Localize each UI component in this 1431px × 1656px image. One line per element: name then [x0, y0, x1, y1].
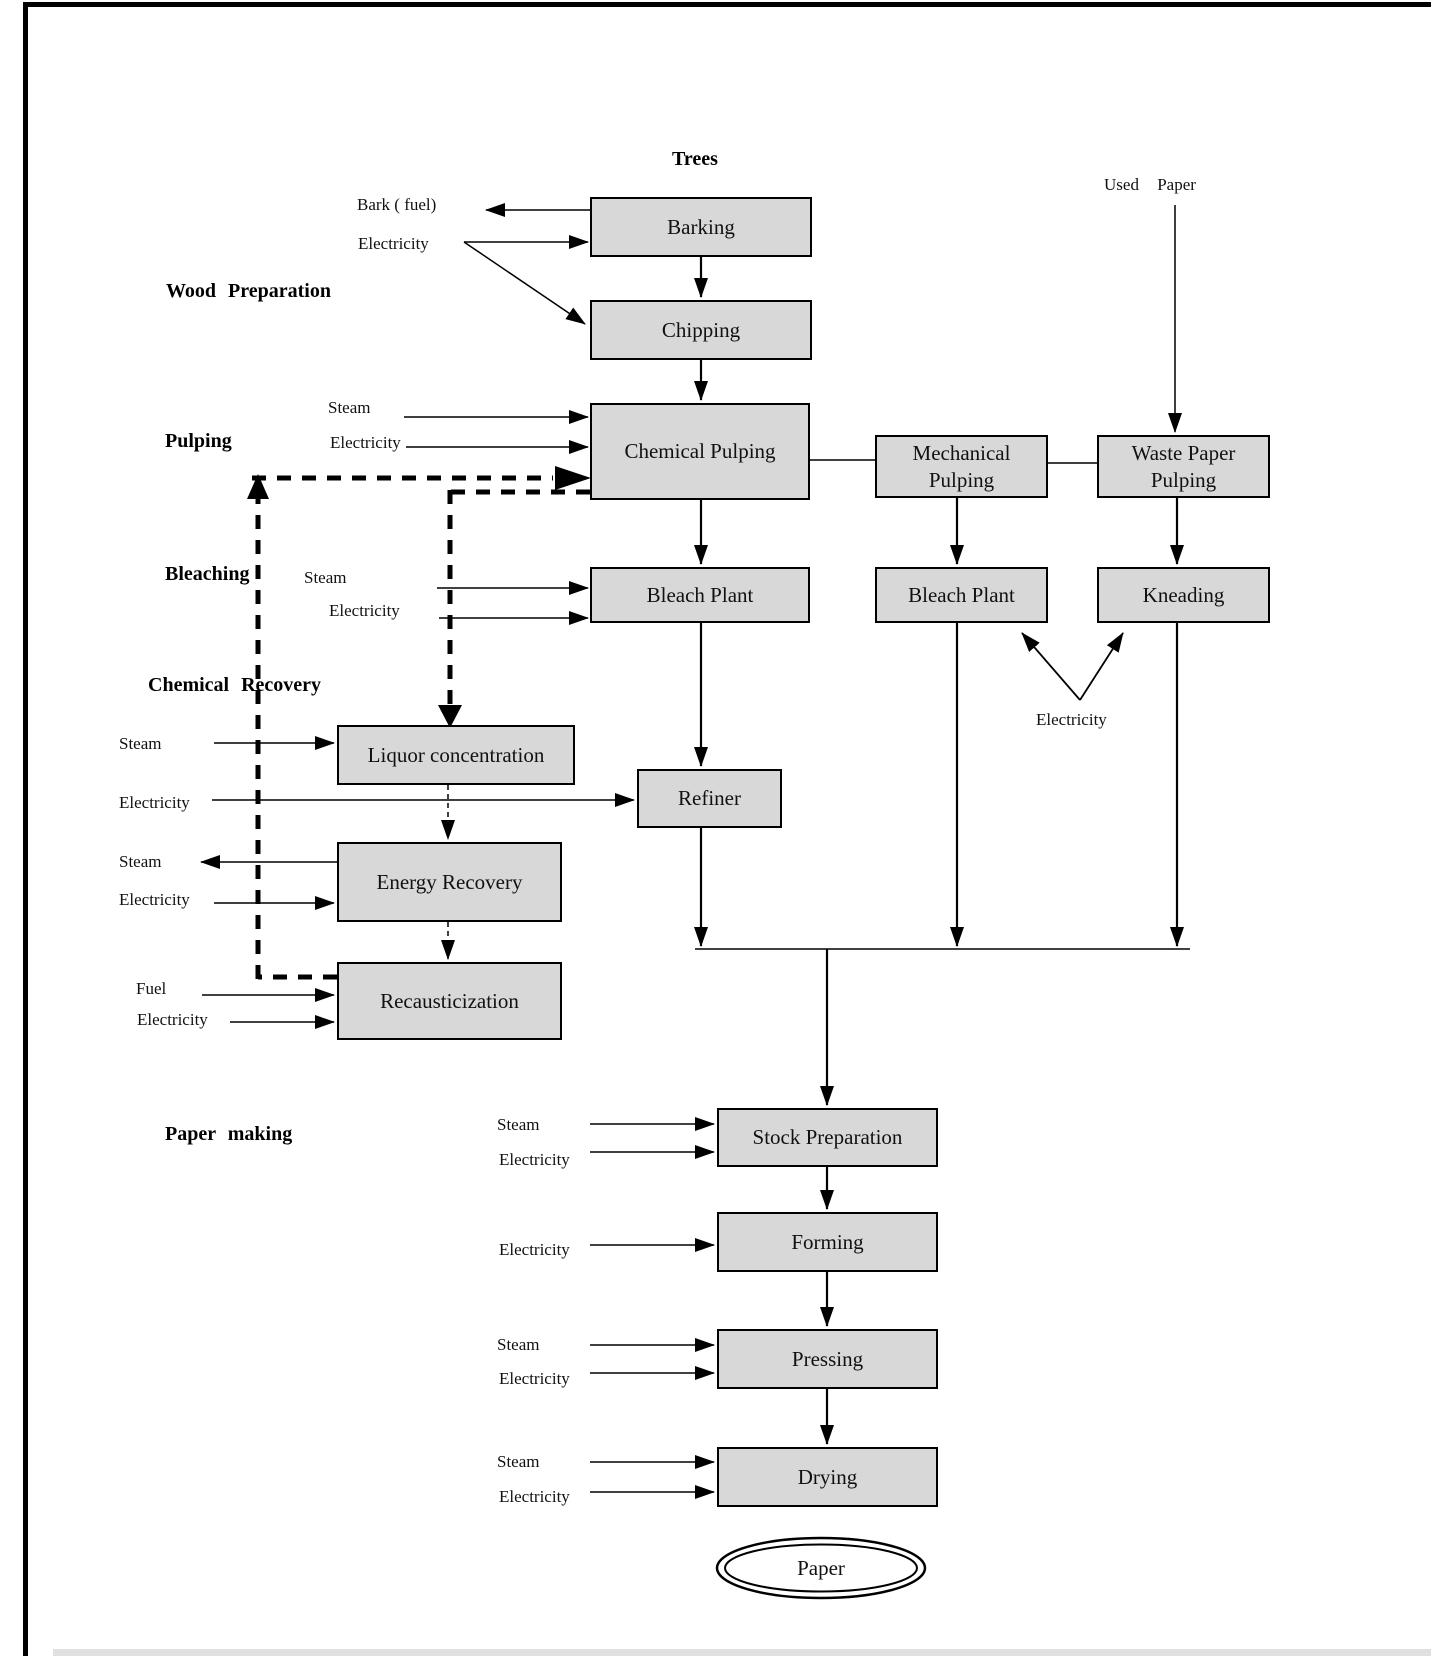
electricity-barking-label: Electricity: [358, 234, 429, 253]
bleach-plant-mechanical-box: Bleach Plant: [875, 567, 1048, 623]
electricity-bleaching-label: Electricity: [329, 601, 400, 620]
mechanical-pulping-box: Mechanical Pulping: [875, 435, 1048, 498]
chipping-box: Chipping: [590, 300, 812, 360]
steam-liquor-label: Steam: [119, 734, 162, 753]
heading-trees: Trees: [672, 148, 718, 170]
pressing-box: Pressing: [717, 1329, 938, 1389]
electricity-bleach-knead-label: Electricity: [1036, 710, 1107, 729]
waste-paper-pulping-box: Waste Paper Pulping: [1097, 435, 1270, 498]
electricity-pulping-label: Electricity: [330, 433, 401, 452]
liquor-concentration-box: Liquor concentration: [337, 725, 575, 785]
electricity-energy-label: Electricity: [119, 890, 190, 909]
kneading-box: Kneading: [1097, 567, 1270, 623]
steam-bleaching-label: Steam: [304, 568, 347, 587]
steam-energy-out-label: Steam: [119, 852, 162, 871]
chemical-pulping-box: Chemical Pulping: [590, 403, 810, 500]
connector-blackliquor-out: [450, 490, 590, 705]
heading-pulping: Pulping: [165, 430, 232, 452]
recausticization-box: Recausticization: [337, 962, 562, 1040]
steam-pressing-label: Steam: [497, 1335, 540, 1354]
steam-stock-label: Steam: [497, 1115, 540, 1134]
barking-box: Barking: [590, 197, 812, 257]
steam-pulping-label: Steam: [328, 398, 371, 417]
fuel-recaust-label: Fuel: [136, 979, 167, 998]
drying-box: Drying: [717, 1447, 938, 1507]
arrowhead-return-chemical-pulping: [555, 466, 591, 490]
electricity-pressing-label: Electricity: [499, 1369, 570, 1388]
electricity-drying-label: Electricity: [499, 1487, 570, 1506]
bark-fuel-label: Bark ( fuel): [357, 195, 437, 214]
forming-box: Forming: [717, 1212, 938, 1272]
electricity-refiner-label: Electricity: [119, 793, 190, 812]
refiner-box: Refiner: [637, 769, 782, 828]
steam-drying-label: Steam: [497, 1452, 540, 1471]
heading-paper-making: Paper making: [165, 1123, 293, 1145]
connector-electricity-barking: [464, 242, 588, 324]
heading-bleaching: Bleaching: [165, 563, 250, 585]
used-paper-label: Used Paper: [1104, 175, 1196, 194]
connector-electricity-v: [1022, 633, 1123, 700]
electricity-stock-label: Electricity: [499, 1150, 570, 1169]
energy-recovery-box: Energy Recovery: [337, 842, 562, 922]
paper-terminal-label: Paper: [797, 1555, 845, 1580]
heading-chemical-recovery: Chemical Recovery: [148, 674, 322, 696]
heading-wood-preparation: Wood Preparation: [166, 280, 331, 302]
electricity-forming-label: Electricity: [499, 1240, 570, 1259]
stock-preparation-box: Stock Preparation: [717, 1108, 938, 1167]
electricity-recaust-label: Electricity: [137, 1010, 208, 1029]
bleach-plant-chemical-box: Bleach Plant: [590, 567, 810, 623]
